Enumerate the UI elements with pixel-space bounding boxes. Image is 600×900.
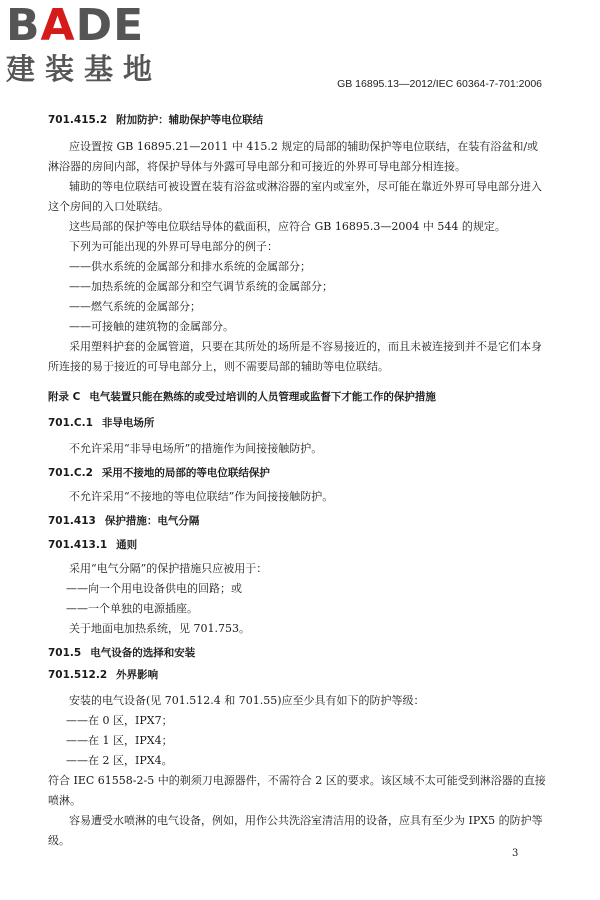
list-item: ——在 1 区，IPX4； xyxy=(66,734,173,747)
section-heading: 701.413 保护措施：电气分隔 xyxy=(48,515,200,527)
page-number: 3 xyxy=(512,848,519,859)
list-item: ——在 0 区，IPX7； xyxy=(66,714,173,727)
list-item: ——可接触的建筑物的金属部分。 xyxy=(69,320,234,333)
paragraph: 采用“电气分隔”的保护措施只应被用于： xyxy=(69,562,268,575)
list-item: ——向一个用电设备供电的回路；或 xyxy=(66,582,242,595)
paragraph: 容易遭受水喷淋的电气设备，例如，用作公共洗浴室清洁用的设备，应具有至少为 IPX5 的防护等级。 xyxy=(48,814,543,847)
paragraph: 下列为可能出现的外界可导电部分的例子： xyxy=(69,240,278,253)
section-heading: 701.5 电气设备的选择和安装 xyxy=(48,647,196,659)
annex-heading: 附录 C 电气装置只能在熟练的或受过培训的人员管理或监督下才能工作的保护措施 xyxy=(48,391,436,403)
section-heading: 701.C.1 非导电场所 xyxy=(48,417,155,429)
bade-logo xyxy=(6,0,178,86)
list-item: ——加热系统的金属部分和空气调节系统的金属部分； xyxy=(69,280,333,293)
section-heading: 701.512.2 外界影响 xyxy=(48,669,159,681)
logo-subtitle: 建装基地 xyxy=(6,52,163,86)
paragraph: 不允许采用“不接地的等电位联结”作为间接接触防护。 xyxy=(69,490,334,503)
list-item: ——燃气系统的金属部分； xyxy=(69,300,201,313)
section-heading: 701.415.2 附加防护：辅助保护等电位联结 xyxy=(48,114,264,126)
section-heading: 701.413.1 通则 xyxy=(48,539,138,551)
standard-number: GB 16895.13—2012/IEC 60364-7-701:2006 xyxy=(337,78,542,90)
section-heading: 701.C.2 采用不接地的局部的等电位联结保护 xyxy=(48,467,270,479)
paragraph: 这些局部的保护等电位联结导体的截面积，应符合 GB 16895.3—2004 中 544 的规定。 xyxy=(69,220,506,233)
paragraph: 应设置按 GB 16895.21—2011 中 415.2 规定的局部的辅助保护等电位联结，在装有浴盆和/或淋浴器的房间内部，将保护导体与外露可导电部分和可接近的外界可导电部分相连接。 xyxy=(48,140,539,173)
paragraph: 安装的电气设备(见 701.512.4 和 701.55)应至少具有如下的防护等级： xyxy=(69,694,425,707)
paragraph: 不允许采用“非导电场所”的措施作为间接接触防护。 xyxy=(69,442,323,455)
paragraph: 关于地面电加热系统，见 701.753。 xyxy=(69,622,250,635)
paragraph: 采用塑料护套的金属管道，只要在其所处的场所是不容易接近的，而且未被连接到并不是它们本身所连接的易于接近的可导电部分上，则不需要局部的辅助等电位联结。 xyxy=(48,340,542,373)
paragraph: 符合 IEC 61558-2-5 中的剃须刀电源器件，不需符合 2 区的要求。该区域不太可能受到淋浴器的直接喷淋。 xyxy=(48,774,546,807)
list-item: ——供水系统的金属部分和排水系统的金属部分； xyxy=(69,260,311,273)
document-body xyxy=(48,112,548,851)
logo-wordmark: BADE xyxy=(6,0,145,51)
paragraph: 辅助的等电位联结可被设置在装有浴盆或淋浴器的室内或室外，尽可能在靠近外界可导电部分进入这个房间的入口处联结。 xyxy=(48,180,542,213)
list-item: ——一个单独的电源插座。 xyxy=(66,602,198,615)
list-item: ——在 2 区，IPX4。 xyxy=(66,754,173,767)
